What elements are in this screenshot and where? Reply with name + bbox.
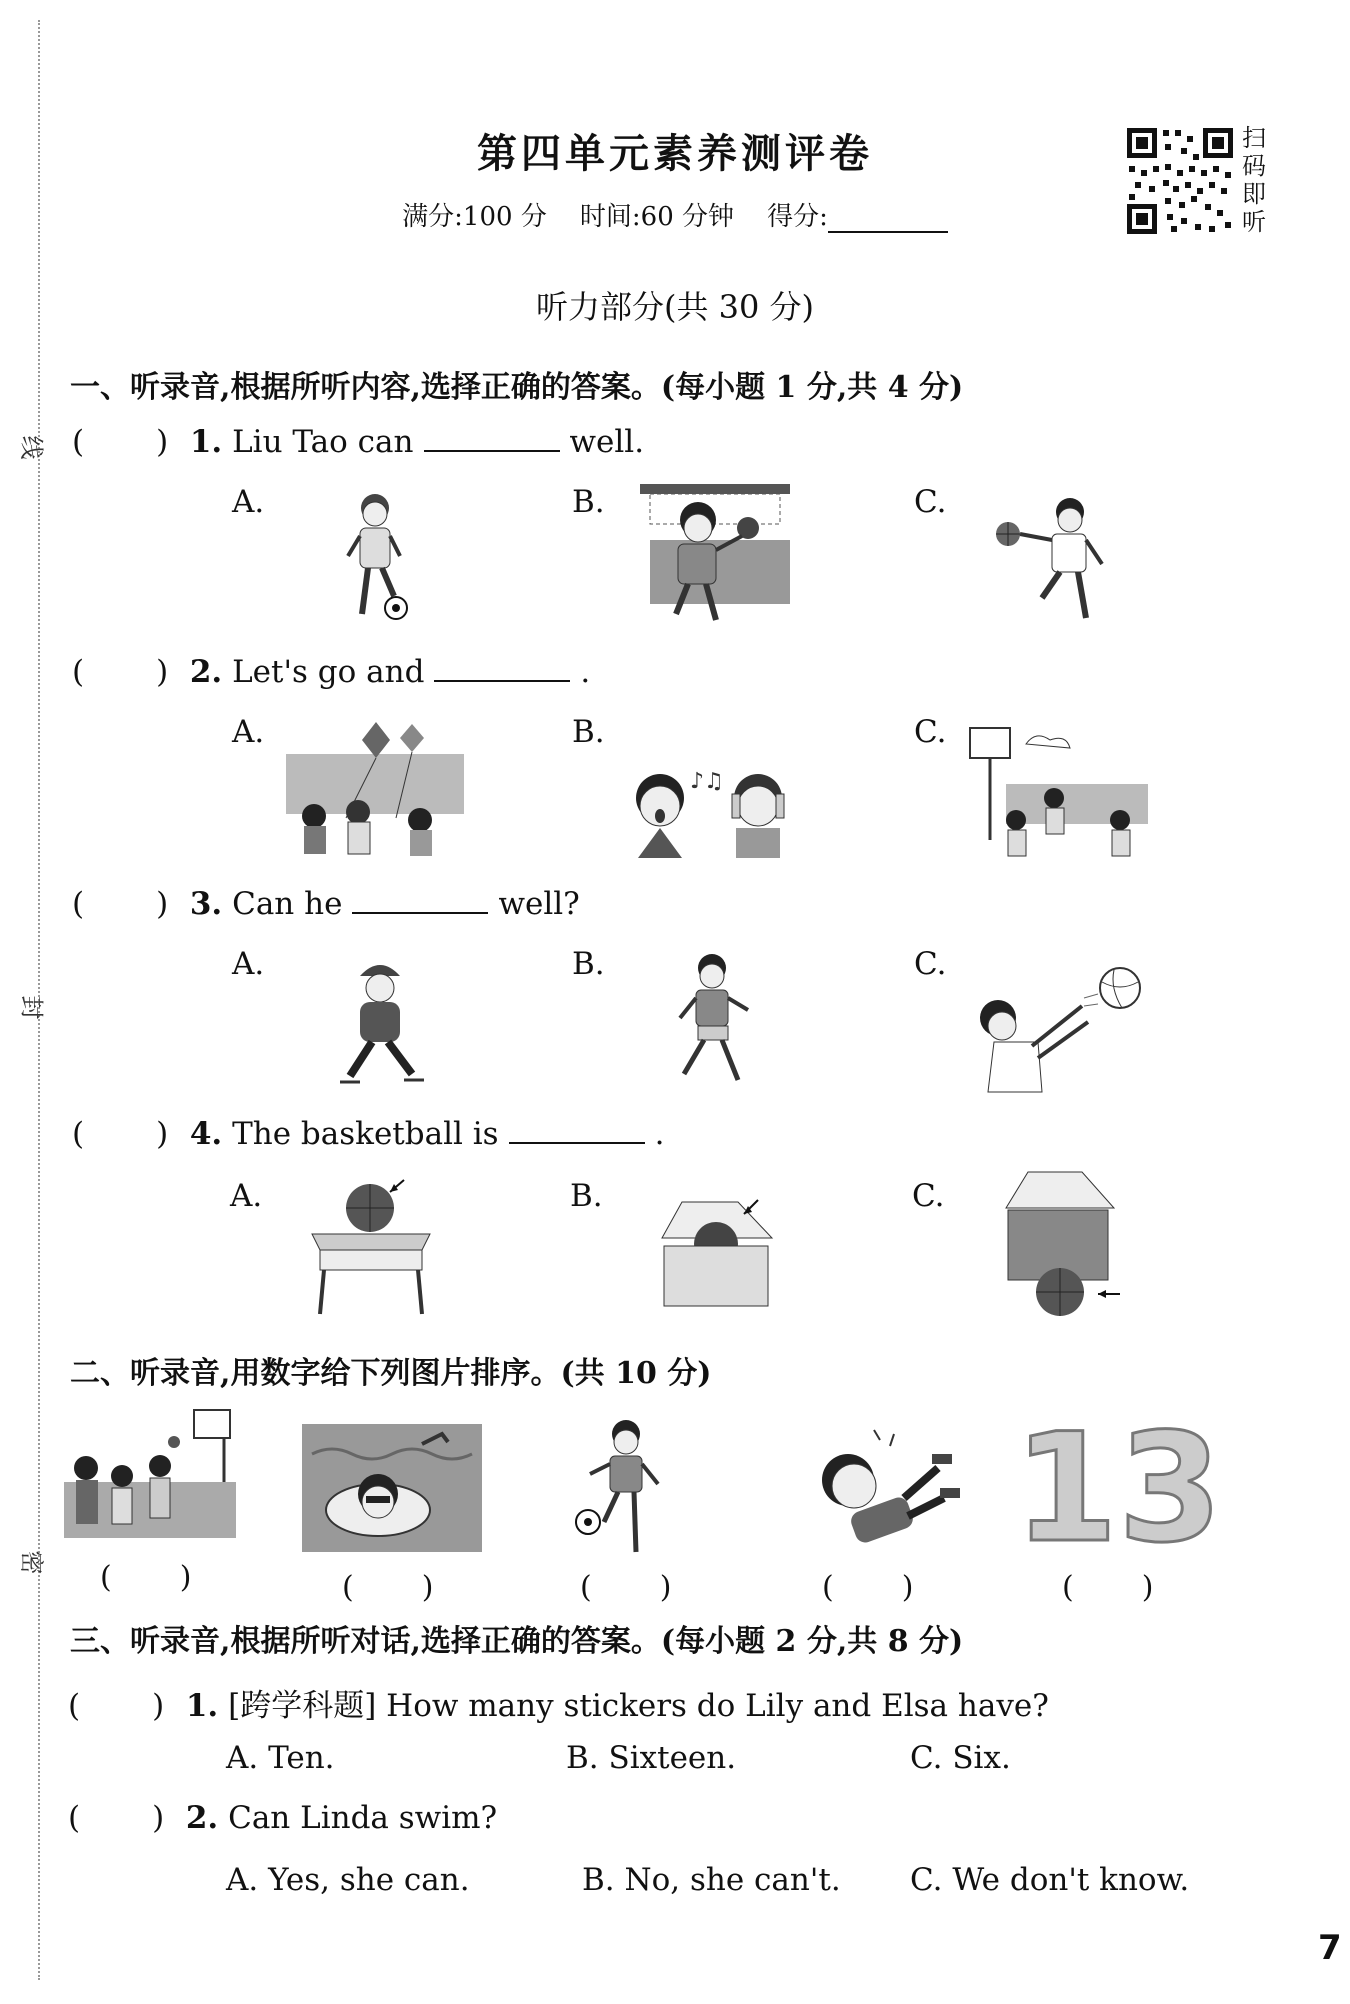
svg-text:♪♫: ♪♫: [690, 769, 724, 794]
option-c-label[interactable]: C.: [914, 946, 947, 982]
part1-question-2: ( ) 2. Let's go and .: [72, 654, 591, 690]
option-a[interactable]: A. Ten.: [226, 1740, 335, 1776]
order-blank-5[interactable]: ( ): [1062, 1570, 1154, 1605]
boy-swimming-picture[interactable]: [302, 1424, 482, 1552]
boy-football-picture[interactable]: [330, 486, 420, 626]
children-flying-kites-picture[interactable]: [286, 718, 464, 858]
option-a-label[interactable]: A.: [232, 714, 265, 750]
answer-blank: [352, 886, 488, 914]
children-playing-basketball-picture[interactable]: [966, 724, 1148, 860]
option-a-label[interactable]: A.: [230, 1178, 263, 1214]
score-blank[interactable]: [828, 207, 948, 233]
option-c[interactable]: C. Six.: [910, 1740, 1011, 1776]
margin-char-seal: 封: [17, 995, 46, 1020]
full-marks: 满分:100 分: [402, 202, 547, 232]
page-number: 7: [1318, 1928, 1342, 1968]
answer-paren[interactable]: ( ): [72, 886, 169, 922]
qr-code-icon[interactable]: [1125, 126, 1235, 236]
option-c-label[interactable]: C.: [914, 484, 947, 520]
answer-blank: [424, 424, 560, 452]
answer-paren[interactable]: ( ): [72, 1116, 169, 1152]
option-b-label[interactable]: B.: [572, 946, 605, 982]
boy-basketball-picture[interactable]: [994, 494, 1114, 628]
listening-section-heading: 听力部分(共 30 分): [535, 288, 815, 326]
boy-running-picture[interactable]: [662, 950, 762, 1090]
part1-question-3: ( ) 3. Can he well?: [72, 886, 580, 922]
basketball-court-picture[interactable]: [64, 1406, 236, 1538]
option-b-label[interactable]: B.: [570, 1178, 603, 1214]
cross-subject-tag: [跨学科题]: [228, 1688, 377, 1724]
option-b[interactable]: B. No, she can't.: [582, 1862, 841, 1898]
part1-question-1: ( ) 1. Liu Tao can well.: [72, 424, 645, 460]
margin-char-line: 线: [17, 435, 46, 460]
option-c-label[interactable]: C.: [914, 714, 947, 750]
number-13-picture: [1013, 1402, 1223, 1576]
part2-heading: 二、听录音,用数字给下列图片排序。(共 10 分): [70, 1356, 712, 1391]
option-c[interactable]: C. We don't know.: [910, 1862, 1190, 1898]
ball-under-box-picture[interactable]: [1002, 1168, 1122, 1318]
boy-skating-picture[interactable]: [330, 958, 430, 1092]
answer-paren[interactable]: ( ): [68, 1688, 165, 1724]
svg-text:13: 13: [1013, 1402, 1223, 1576]
order-blank-1[interactable]: ( ): [100, 1560, 192, 1595]
score-label: 得分:: [767, 202, 828, 232]
answer-blank: [434, 654, 570, 682]
part3-question-2: ( ) 2. Can Linda swim?: [68, 1800, 498, 1836]
ball-on-desk-picture[interactable]: [306, 1178, 436, 1318]
part3-heading: 三、听录音,根据所听对话,选择正确的答案。(每小题 2 分,共 8 分): [70, 1624, 964, 1659]
margin-char-secret: 密: [17, 1550, 46, 1575]
part1-heading: 一、听录音,根据所听内容,选择正确的答案。(每小题 1 分,共 4 分): [70, 370, 964, 405]
option-a-label[interactable]: A.: [232, 484, 265, 520]
answer-blank: [509, 1116, 645, 1144]
answer-paren[interactable]: ( ): [72, 654, 169, 690]
order-blank-3[interactable]: ( ): [580, 1570, 672, 1605]
qr-caption: 扫 码 即 听: [1242, 124, 1266, 236]
answer-paren[interactable]: ( ): [72, 424, 169, 460]
option-a[interactable]: A. Yes, she can.: [226, 1862, 470, 1898]
boy-roller-skating-fall-picture[interactable]: [804, 1428, 960, 1554]
boy-volleyball-picture[interactable]: [968, 962, 1144, 1092]
time-limit: 时间:60 分钟: [579, 202, 734, 232]
ball-in-box-picture[interactable]: [656, 1198, 778, 1308]
option-a-label[interactable]: A.: [232, 946, 265, 982]
order-blank-2[interactable]: ( ): [342, 1570, 434, 1605]
option-c-label[interactable]: C.: [912, 1178, 945, 1214]
answer-paren[interactable]: ( ): [68, 1800, 165, 1836]
option-b-label[interactable]: B.: [572, 484, 605, 520]
option-b-label[interactable]: B.: [572, 714, 605, 750]
part3-question-1: ( ) 1. [跨学科题] How many stickers do Lily and Elsa have?: [68, 1688, 1049, 1724]
option-b[interactable]: B. Sixteen.: [566, 1740, 737, 1776]
part1-question-4: ( ) 4. The basketball is .: [72, 1116, 665, 1152]
page-title: 第四单元素养测评卷: [477, 130, 873, 177]
order-blank-4[interactable]: ( ): [822, 1570, 914, 1605]
children-singing-picture[interactable]: [624, 758, 804, 858]
boy-kicking-ball-picture[interactable]: [564, 1412, 684, 1562]
boy-table-tennis-picture[interactable]: [640, 484, 790, 629]
